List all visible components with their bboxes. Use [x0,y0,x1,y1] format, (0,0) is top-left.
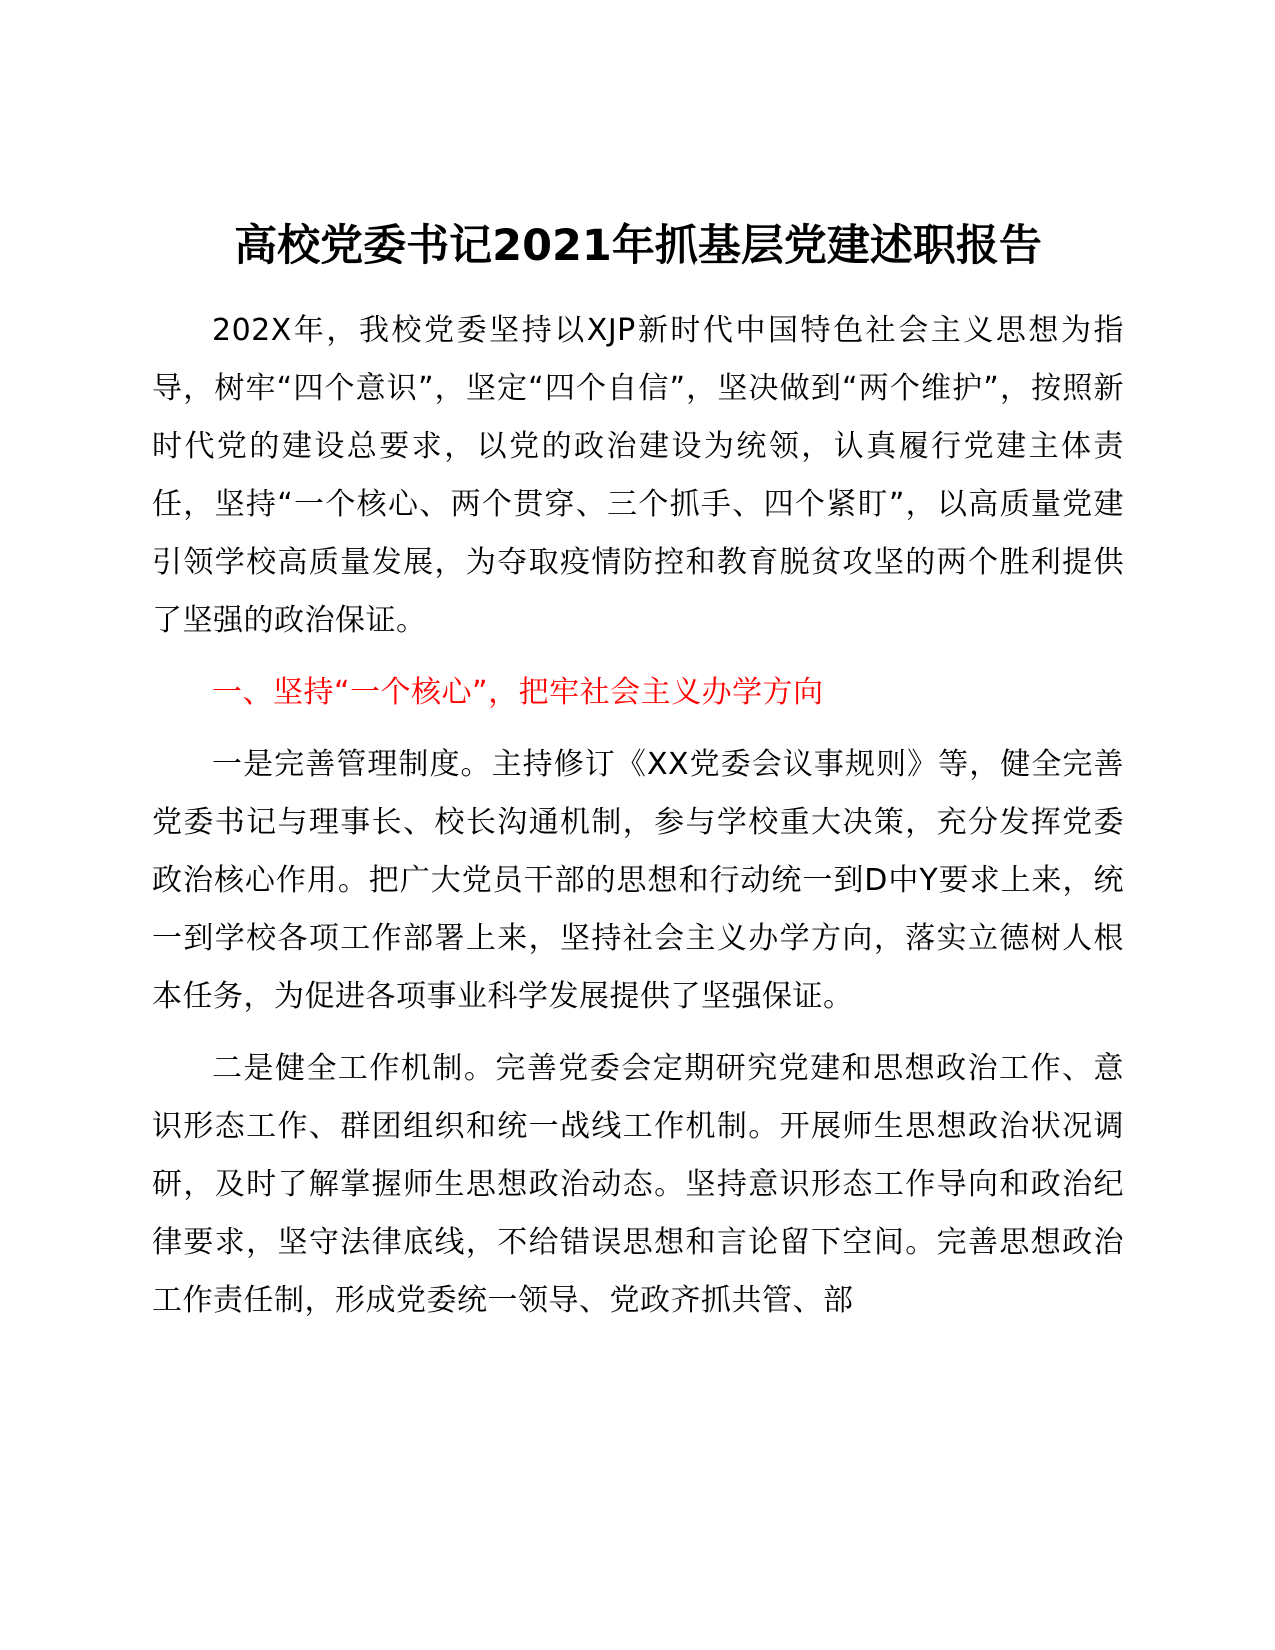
intro-paragraph: 202X年，我校党委坚持以XJP新时代中国特色社会主义思想为指导，树牢“四个意识”，坚定“四个自信”，坚决做到“两个维护”，按照新时代党的建设总要求，以党的政治建设为统领，认真履行党建主体责任，坚持“一个核心、两个贯穿、三个抓手、四个紧盯”，以高质量党建引领学校高质量发展，为夺取疫情防控和教育脱贫攻坚的两个胜利提供了坚强的政治保证。 [152,313,1124,638]
paragraph-item-1: 一是完善管理制度。主持修订《XX党委会议事规则》等，健全完善党委书记与理事长、校长沟通机制，参与学校重大决策，充分发挥党委政治核心作用。把广大党员干部的思想和行动统一到D中Y要求上来，统一到学校各项工作部署上来，坚持社会主义办学方向，落实立德树人根本任务，为促进各项事业科学发展提供了坚强保证。 [152,747,1124,1014]
document-body [152,218,1124,1344]
paragraph-item-2: 二是健全工作机制。完善党委会定期研究党建和思想政治工作、意识形态工作、群团组织和统一战线工作机制。开展师生思想政治状况调研，及时了解掌握师生思想政治动态。坚持意识形态工作导向和政治纪律要求，坚守法律底线，不给错误思想和言论留下空间。完善思想政治工作责任制，形成党委统一领导、党政齐抓共管、部 [152,1051,1124,1318]
section-heading-1: 一、坚持“一个核心”，把牢社会主义办学方向 [212,675,824,710]
document-title: 高校党委书记2021年抓基层党建述职报告 [234,221,1042,271]
